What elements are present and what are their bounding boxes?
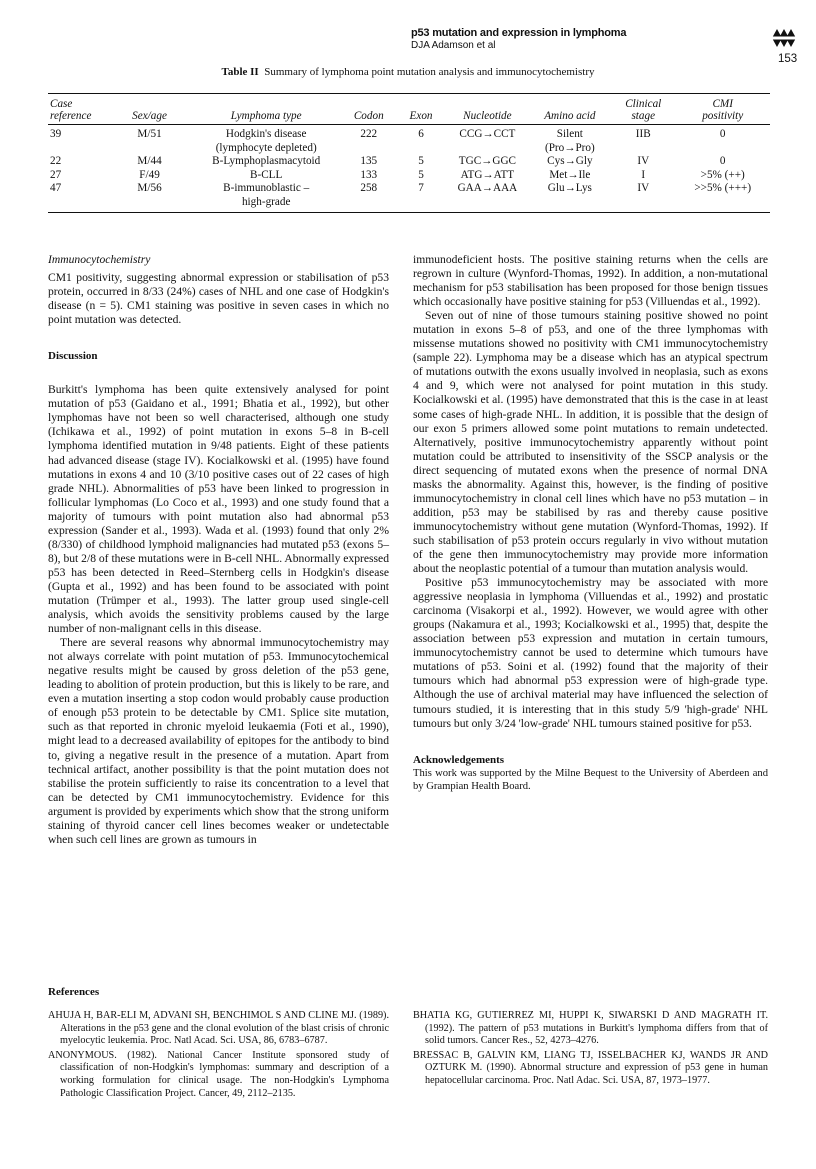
table-row: 39 M/51 Hodgkin's disease (lymphocyte depleted) 222 6 CCG→CCT Silent (Pro→Pro) IIB 0 bbox=[50, 128, 726, 154]
running-title: p53 mutation and expression in lymphoma bbox=[411, 27, 627, 39]
body-paragraph: Positive p53 immunocytochemistry may be associated with more aggressive neoplasia in lymphoma (Villuendas et al., 1992) and prostatic carcinoma (Visakorpi et al., 1992). However, we would agree with other groups (Nakamura et al., 1993; Kocialkowski et al., 1995) that, despite the association between p53 expression and mutation in certain tumours, immunocytochemistry cannot be used to determine which tumours have mutations of p53. Soini et al. (1992) found that the majority of their tumours which had abnormal p53 expression were of high-grade type. Although the use of archival material may have influenced the selection of tumours studied, it is interesting that in this study 5/9 'high-grade' NHL tumours but only 3/24 'low-grade' NHL tumours stained positive for p53. bbox=[413, 576, 768, 730]
reference-item: BRESSAC B, GALVIN KM, LIANG TJ, ISSELBACHER KJ, WANDS JR AND OZTURK M. (1990). Abnormal structure and expression of p53 gene in human hepatocellular carcinoma. Proc. Natl Adac. Sci. USA, 87, 1973–1977. bbox=[413, 1049, 768, 1086]
body-paragraph: Seven out of nine of those tumours staining positive showed no point mutation in exons 5–8 of p53, and one of the three lymphomas with missense mutations showed no positivity with CM1 immunocytochemistry (sample 22). Lymphoma may be a disease which has an atypical spectrum of mutations outwith the exons usually involved in neoplasia, such as exons 4 and 9, which were not analysed for point mutation in this study. Kocialkowski et al. (1995) have demonstrated that this is the case in at least some cases of high-grade NHL. In addition, it is possible that the design of our exon 5 primers allowed some point mutations to remain undetected. Alternatively, positive immunocytochemistry apparently without point mutation could be attributed to insensitivity of the SSCP analysis or the direct sequencing of mutated exons when the presence of normal DNA masks the abnormality. Against this, however, is the finding of positive immunocytochemistry in clonal cell lines which have no p53 mutation – in addition, p53 may be stabilised by ras and thereby cause positive immunocytochemistry without gene mutation (Wynford-Thomas, 1992). If such stabilisation of p53 protein occurs regularly in vivo without mutation of the gene then immunocytochemistry may provide more information about the neoplastic potential of a tumour than mutation analysis would. bbox=[413, 309, 768, 576]
col-header-clinical-stage: Clinical stage bbox=[625, 98, 662, 122]
discussion-heading: Discussion bbox=[48, 350, 98, 363]
body-paragraph: immunodeficient hosts. The positive staining returns when the cells are regrown in culture (Wynford-Thomas, 1992). In addition, a non-mutational mechanism for p53 stabilisation has been proposed for those benign tissues which occasionally have positive staining for p53 (Villuendas et al., 1992). bbox=[413, 253, 768, 309]
table-header-row bbox=[48, 94, 770, 125]
mutation-table bbox=[48, 93, 770, 213]
reference-item: ANONYMOUS. (1982). National Cancer Institute sponsored study of classification of non-Hodgkin's lymphomas: summary and description of a working formulation for clinical usage. The non-Hodgkin's Lymphoma Pathologic Classification Project. Cancer, 49, 2112–2135. bbox=[48, 1049, 389, 1099]
discussion-paragraph: There are several reasons why abnormal immunocytochemistry may not always correlate with point mutation of p53. Immunocytochemical negative results might be caused by gross deletion of the p53 gene, leading to abolition of protein production, but this is likely to be rare, and even a mutation inserting a stop codon would probably cause production of enough p53 protein to be detectable by CM1. Splice site mutation, such as that reported in chronic myeloid leukaemia (Foti et al., 1990), might lead to a decreased availability of epitopes for the antibody to bind to, giving a negative result in the presence of a mutation. Apart from technical artifact, another possibility is that the point mutation does not stabilise the protein sufficiently to raise its concentration to a level that can be detected by CM1 immunocytochemistry. Evidence for this argument is provided by experiments which show that the strong uniform staining of thyroid cancer cell lines becomes weaker or undetectable when such cell lines are grown as tumours in bbox=[48, 636, 389, 846]
immuno-paragraph: CM1 positivity, suggesting abnormal expression or stabilisation of p53 protein, occurred in 8/33 (24%) cases of NHL and one case of Hodgkin's disease (n = 5). CM1 staining was positive in seven cases in which no point mutation was detected. bbox=[48, 271, 389, 327]
acknowledgements-heading: Acknowledgements bbox=[413, 753, 505, 766]
col-header-case: Case reference bbox=[50, 98, 92, 122]
discussion-paragraph: Burkitt's lymphoma has been quite extensively analysed for point mutation of p53 (Gaidano et al., 1991; Bhatia et al., 1992), but other lymphomas have not been so well characterised, although one study (Ichikawa et al., 1992) of point mutation in exons 5–8 in B-cell lymphoma identified mutation in 9/48 patients. Eight of these patients had advanced disease (stage IV). Kocialkowski et al. (1995) have found mutations in exons 4 and 10 (3/10 positive cases out of 22 cases of high grade NHL). Abnormalities of p53 have been linked to progression in follicular lymphomas (Lo Coco et al., 1993) and one study found that a majority of tumours with point mutation also had abnormal p53 expression (Sander et al., 1993). Wada et al. (1993) found that only 2% (8/330) of childhood lymphoid malignancies had mutated p53 (exons 5–8), but 2/8 of these mutations were in B-cell NHL. Abnormally expressed p53 has been detected in Reed–Sternberg cells in Hodgkin's disease (Gupta et al., 1992) and has been found to be associated with point mutation (Trümper et al., 1993). The latter group used single-cell analysis, which avoids the sensitivity problems caused by the large number of non-malignant cells in this disease. bbox=[48, 383, 389, 636]
table-caption-text: Summary of lymphoma point mutation analysis and immunocytochemistry bbox=[264, 66, 595, 78]
page-number: 153 bbox=[778, 53, 798, 65]
references-heading: References bbox=[48, 986, 100, 998]
col-header-sexage: Sex/age bbox=[132, 110, 167, 122]
reference-item: BHATIA KG, GUTIERREZ MI, HUPPI K, SIWARSKI D AND MAGRATH IT. (1992). The pattern of p53 mutations in Burkitt's lymphoma differs from that of solid tumors. Cancer Res., 52, 4273–4276. bbox=[413, 1010, 768, 1047]
col-header-cmi: CMI positivity bbox=[702, 98, 744, 122]
col-header-codon: Codon bbox=[353, 110, 384, 122]
running-authors: DJA Adamson et al bbox=[411, 40, 496, 51]
right-column bbox=[413, 253, 768, 793]
immuno-heading: Immunocytochemistry bbox=[48, 253, 151, 266]
col-header-amino-acid: Amino acid bbox=[544, 110, 596, 122]
left-column bbox=[48, 253, 389, 847]
table-row: 27 F/49 B-CLL 133 5 ATG→ATT Met→Ile I >5% (++) bbox=[50, 168, 745, 181]
table-row: 47 M/56 B-immunoblastic – high-grade 258 7 GAA→AAA Glu→Lys IV >>5% (+++) bbox=[48, 182, 770, 213]
table-caption-label: Table II bbox=[221, 66, 259, 78]
col-header-lymphoma-type: Lymphoma type bbox=[230, 110, 302, 122]
table-caption bbox=[0, 66, 816, 78]
col-header-nucleotide: Nucleotide bbox=[463, 110, 512, 122]
table-row: 22 M/44 B-Lymphoplasmacytoid 135 5 TGC→GGC Cys→Gly IV 0 bbox=[50, 155, 726, 167]
references-right bbox=[413, 1010, 768, 1090]
col-header-exon: Exon bbox=[409, 110, 433, 122]
references-left bbox=[48, 1010, 389, 1102]
acknowledgements-text: This work was supported by the Milne Bequest to the University of Aberdeen and by Grampian Health Board. bbox=[413, 767, 768, 792]
reference-item: AHUJA H, BAR-ELI M, ADVANI SH, BENCHIMOL S AND CLINE MJ. (1989). Alterations in the p53 gene and the clonal evolution of the blast crisis of chronic myelocytic leukemia. Proc. Natl Acad. Sci. USA, 86, 6783–6787. bbox=[48, 1010, 389, 1047]
journal-logo-icon bbox=[771, 26, 797, 50]
